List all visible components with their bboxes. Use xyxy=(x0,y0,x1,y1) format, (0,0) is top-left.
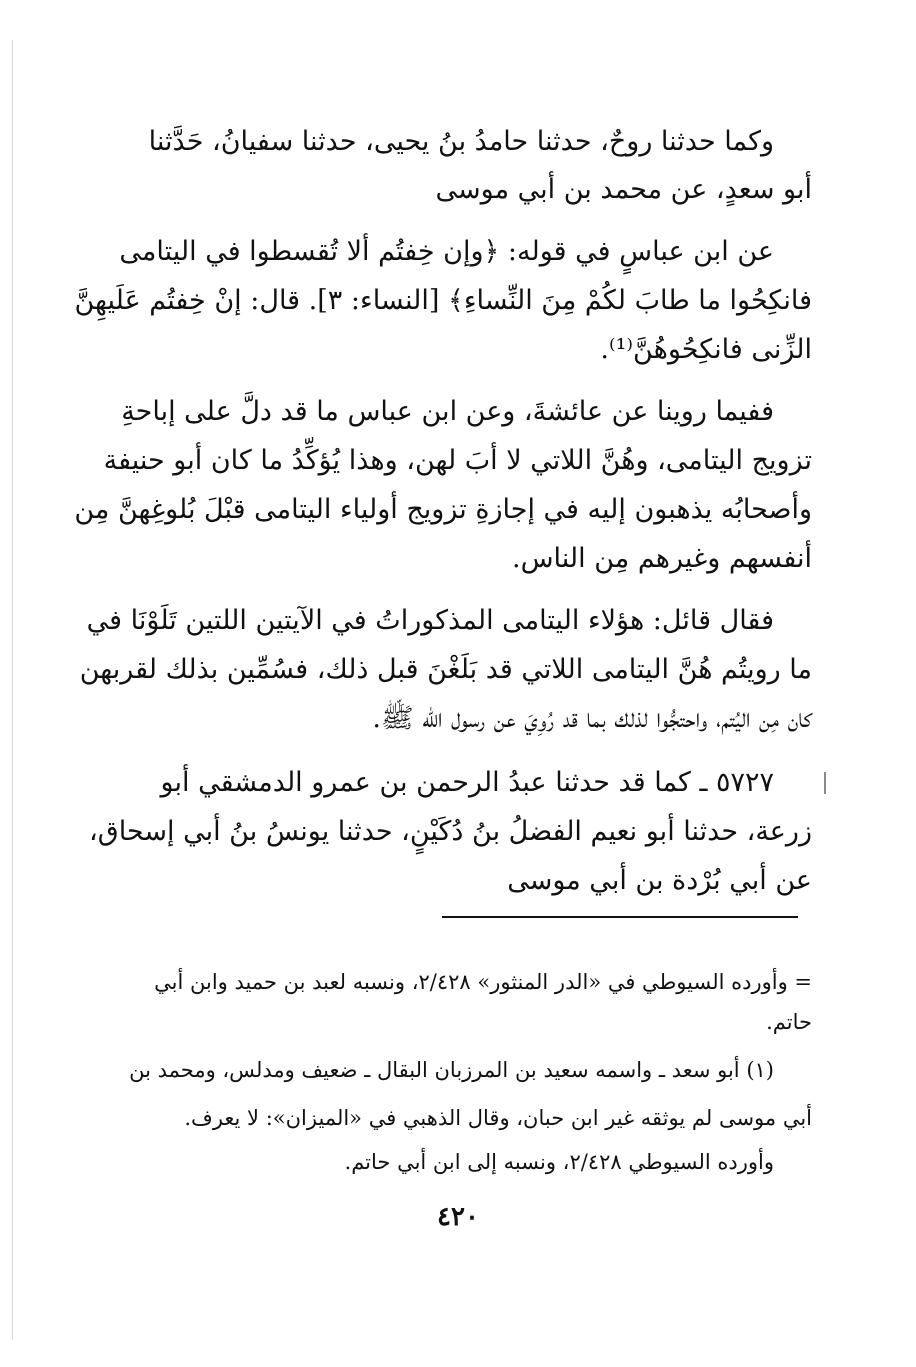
footnote-line: وأورده السيوطي ٢/٤٢٨، ونسبه إلى ابن أبي حاتم. xyxy=(344,1150,774,1174)
footnote-divider xyxy=(442,916,798,918)
text-line: ما رويتُم هُنَّ اليتامى اللاتي قد بَلَغْنَ قبل ذلك، فسُمِّين بذلك لقربهن xyxy=(79,654,812,685)
footnote-line: أبي موسى لم يوثقه غير ابن حبان، وقال الذهبي في «الميزان»: لا يعرف. xyxy=(184,1106,812,1130)
text-line: فقال قائل: هؤلاء اليتامى المذكوراتُ في الآيتين اللتين تَلَوْنَا في xyxy=(86,605,774,636)
text-line: الزِّنى فانكِحُوهُنَّ⁽¹⁾. xyxy=(600,334,812,365)
text-line: فانكِحُوا ما طابَ لكُمْ مِنَ النِّساءِ﴾ [النساء: ٣]. قال: إنْ خِفتُم عَلَيهِنَّ xyxy=(74,285,812,316)
footnote-line: = وأورده السيوطي في «الدر المنثور» ٢/٤٢٨، ونسبه لعبد بن حميد وابن أبي xyxy=(154,970,812,994)
text-line: وكما حدثنا روحٌ، حدثنا حامدُ بنُ يحيى، حدثنا سفيانُ، حَدَّثنا xyxy=(148,126,774,157)
text-line: عن أبي بُرْدة بن أبي موسى xyxy=(507,865,812,896)
text-line: أبو سعدٍ، عن محمد بن أبي موسى xyxy=(435,174,812,205)
footnote-line: حاتم. xyxy=(766,1010,812,1034)
text-line: تزويج اليتامى، وهُنَّ اللاتي لا أبَ لهن، وهذا يُؤكِّدُ ما كان أبو حنيفة xyxy=(103,445,812,476)
text-line: عن ابن عباسٍ في قوله: ﴿وإن خِفتُم ألا تُقسطوا في اليتامى xyxy=(119,236,774,267)
text-line: ٥٧٢٧ ـ كما قد حدثنا عبدُ الرحمن بن عمرو الدمشقي أبو xyxy=(160,767,774,798)
margin-marker xyxy=(824,772,826,794)
page-edge-line xyxy=(12,40,13,1340)
text-line: وأصحابُه يذهبون إليه في إجازةِ تزويج أولياء اليتامى قبْلَ بُلوغِهنَّ مِن xyxy=(74,494,812,525)
text-line: أنفسهم وغيرهم مِن الناس. xyxy=(512,543,812,574)
footnote-line: (١) أبو سعد ـ واسمه سعيد بن المرزبان البقال ـ ضعيف ومدلس، ومحمد بن xyxy=(129,1058,774,1082)
text-line: ففيما روينا عن عائشةَ، وعن ابن عباس ما قد دلَّ على إباحةِ xyxy=(121,396,774,427)
text-line: كان مِن اليُتم، واحتجُّوا لذلك بما قد رُوِيَ عن رسول الله ﷺ. xyxy=(372,703,812,734)
text-line: زرعة، حدثنا أبو نعيم الفضلُ بنُ دُكَيْنٍ، حدثنا يونسُ بنُ أبي إسحاق، xyxy=(89,816,812,847)
page-number: ٤٢٠ xyxy=(437,1202,479,1232)
